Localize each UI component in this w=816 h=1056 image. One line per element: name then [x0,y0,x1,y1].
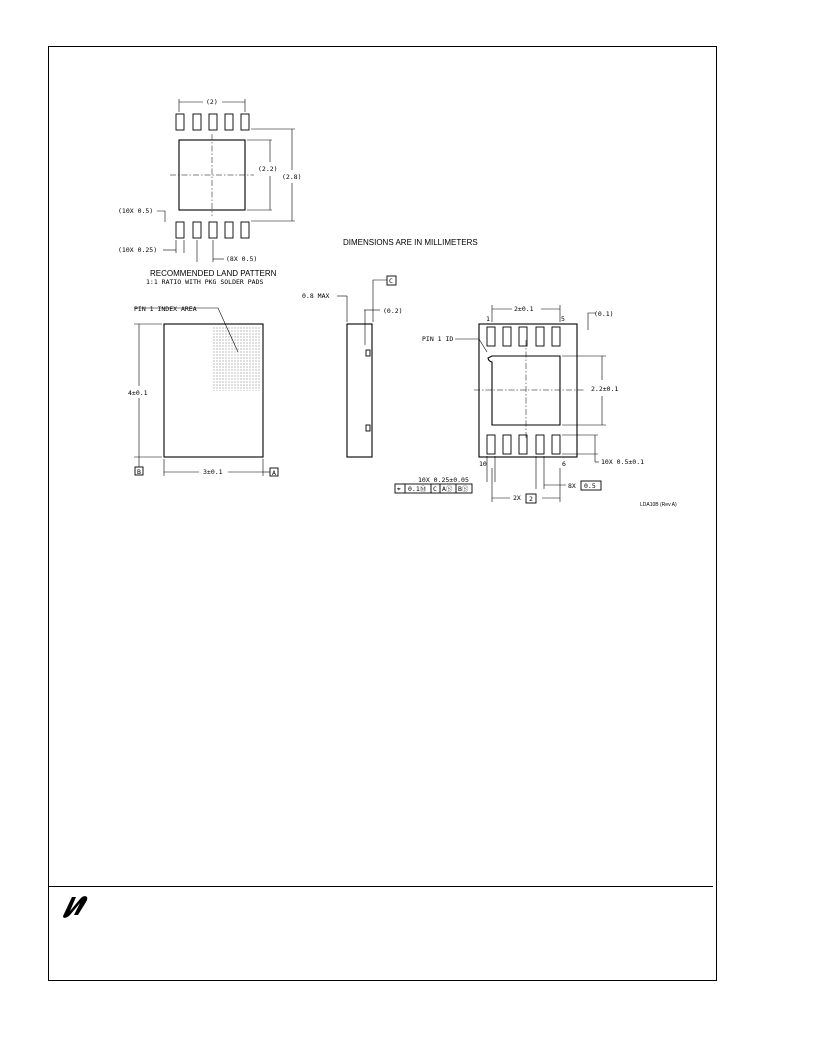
fcf-datum-c: C [433,485,437,493]
bottom-span-count: 2X [513,494,521,502]
bottom-pad-width: 10X 0.25±0.05 [418,476,469,484]
lp-dim-pad-length: (10X 0.5) [118,207,154,215]
fcf-symbol: ⌖ [397,485,401,493]
bottom-offset: (0.1) [594,310,614,318]
footer-rule [49,886,713,887]
pin-10-label: 10 [479,460,487,468]
land-pattern [118,98,302,286]
bottom-pad-length: 10X 0.5±0.1 [601,458,645,466]
bottom-span-value: 2 [529,495,533,503]
bottom-pitch-count: 8X [568,482,576,490]
pin1-id-label: PIN 1 ID [422,335,454,343]
lp-dim-total-height: (2.8) [282,173,302,181]
bottom-height: 2.2±0.1 [591,385,619,393]
side-max-height: 0.8 MAX [302,292,330,300]
lp-dim-pitch: (8X 0.5) [226,255,258,263]
top-height: 4±0.1 [128,389,148,397]
side-standoff: (0.2) [383,307,403,315]
lp-dim-center-height: (2.2) [258,165,278,173]
bottom-view [395,305,644,503]
pin-6-label: 6 [562,460,566,468]
top-view [128,305,278,477]
lp-dim-pad-width: (10X 0.25) [118,246,158,254]
fcf-datum-b: BⓈ [458,485,469,493]
lp-dim-top: (2) [206,98,218,106]
lp-caption-line1: RECOMMENDED LAND PATTERN [150,269,277,278]
fcf-datum-a: AⓈ [442,485,453,493]
datum-b: B [137,468,141,476]
company-logo [63,896,87,918]
fcf-tolerance: 0.1Ⓜ [408,485,427,493]
bottom-width: 2±0.1 [514,305,534,313]
datum-c: C [389,277,393,285]
pin1-index-label: PIN 1 INDEX AREA [134,305,197,313]
units-note: DIMENSIONS ARE IN MILLIMETERS [343,238,478,247]
datum-a: A [272,469,276,477]
drawing-id: LDA10B (Rev A) [640,502,677,508]
pin-5-label: 5 [561,315,565,323]
feature-control-frame [395,484,472,493]
top-width: 3±0.1 [203,468,223,476]
lp-caption-line2: 1:1 RATIO WITH PKG SOLDER PADS [146,278,264,286]
pin-1-label: 1 [486,315,490,323]
bottom-pitch-value: 0.5 [584,482,596,490]
side-view [302,276,403,457]
